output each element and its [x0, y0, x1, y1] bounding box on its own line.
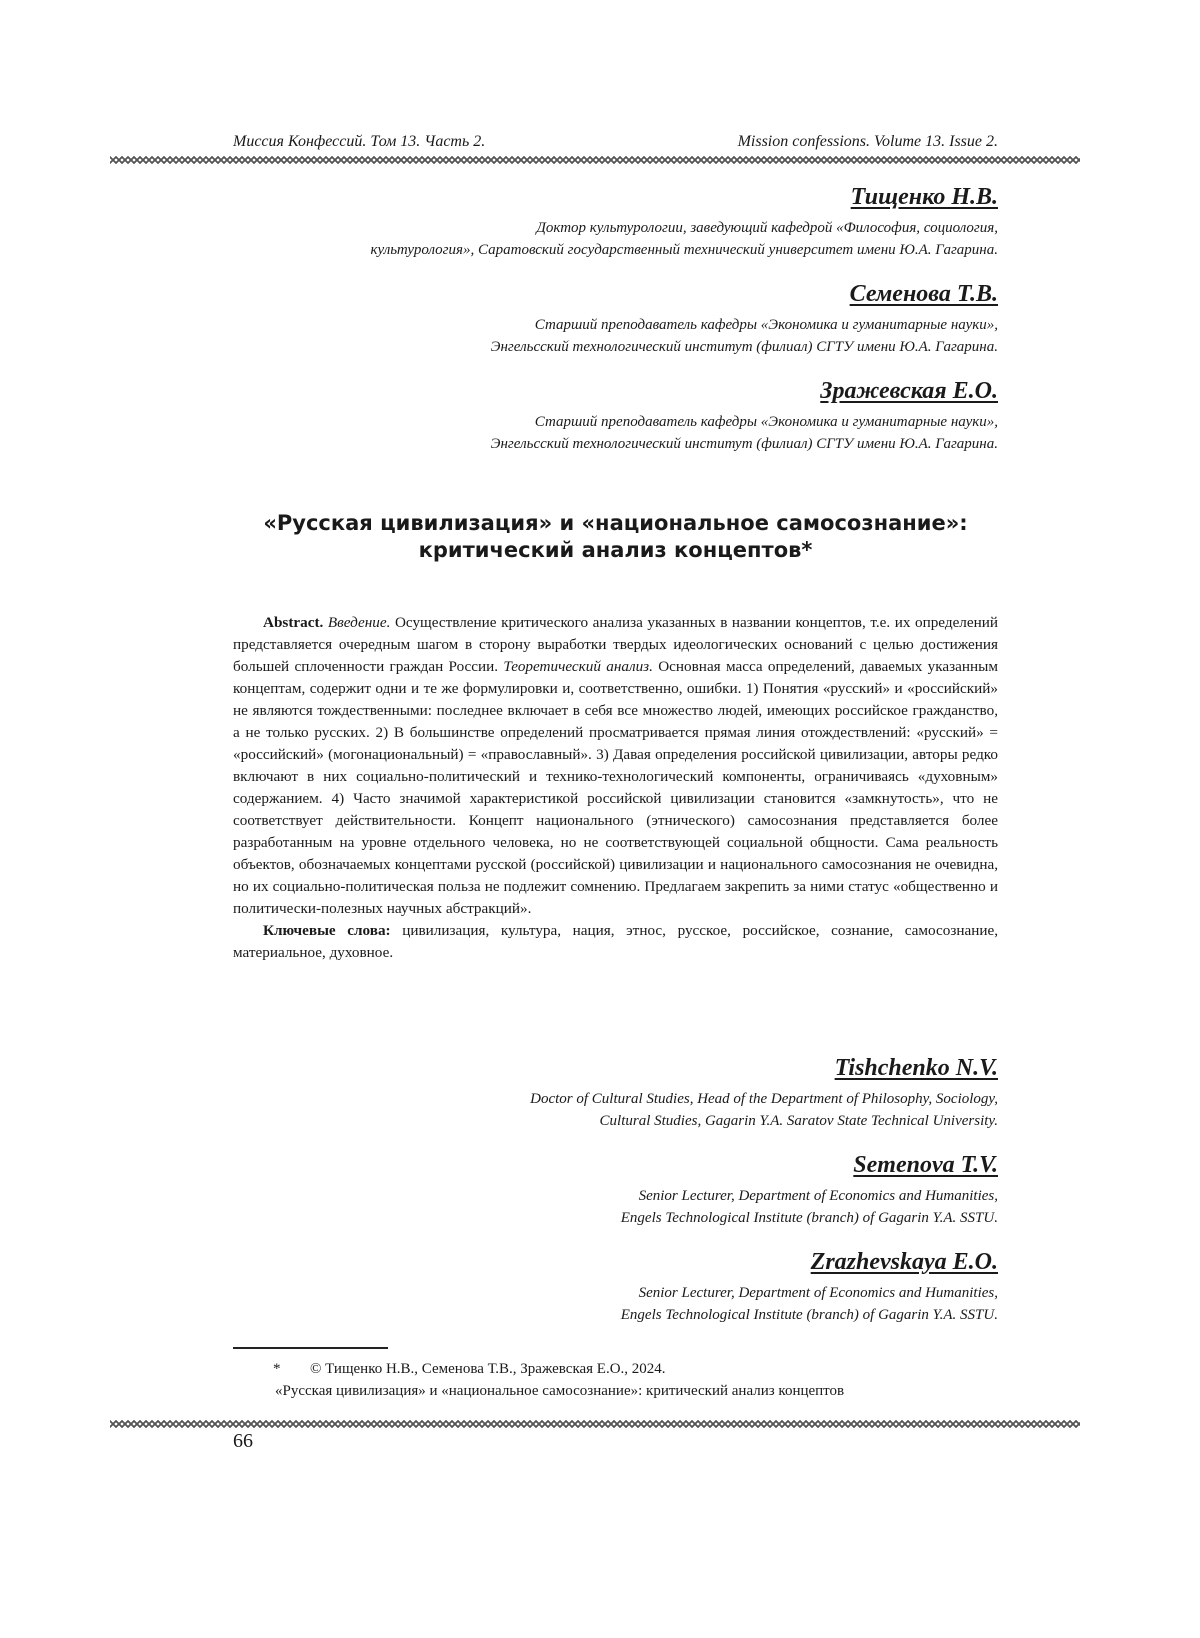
author-name: Tishchenko N.V.	[834, 1055, 998, 1081]
journal-header-ru: Миссия Конфессий. Том 13. Часть 2.	[233, 133, 486, 150]
keywords-label: Ключевые слова:	[263, 922, 391, 939]
author-affiliation-line: Senior Lecturer, Department of Economics and Humanities,	[638, 1188, 998, 1204]
abstract-block	[233, 612, 998, 964]
footnote	[275, 1358, 844, 1402]
author-zrazhevskaya-ru	[178, 378, 998, 455]
author-affiliation-line: Doctor of Cultural Studies, Head of the Department of Philosophy, Sociology,	[530, 1091, 998, 1107]
author-name: Semenova T.V.	[853, 1152, 998, 1178]
author-affiliation-line: Senior Lecturer, Department of Economics and Humanities,	[638, 1285, 998, 1301]
author-semenova-ru	[178, 281, 998, 358]
abstract-theory-label: Теоретический анализ.	[503, 658, 653, 675]
page-number: 66	[233, 1430, 253, 1452]
keywords-paragraph	[233, 920, 998, 964]
footnote-copyright: © Тищенко Н.В., Семенова Т.В., Зражевская Е.О., 2024.	[310, 1361, 666, 1377]
author-affiliation-line: Engels Technological Institute (branch) of Gagarin Y.A. SSTU.	[620, 1210, 998, 1226]
abstract-label: Abstract.	[263, 614, 324, 631]
authors-ru-block	[178, 184, 998, 475]
author-affiliation-line: Энгельсский технологический институт (филиал) СГТУ имени Ю.А. Гагарина.	[490, 436, 998, 452]
article-title-line-1: «Русская цивилизация» и «национальное самосознание»:	[263, 511, 968, 535]
author-name: Зражевская Е.О.	[820, 378, 998, 404]
author-name: Семенова Т.В.	[849, 281, 998, 307]
abstract-intro-label: Введение.	[327, 614, 391, 631]
author-affiliation-line: Engels Technological Institute (branch) of Gagarin Y.A. SSTU.	[620, 1307, 998, 1323]
abstract-intro-text: Осуществление критического анализа указанных в названии концептов, т.е. их определений представляется очередным шагом в сторону выработки твердых идеологических оснований с целью достижения большей сплоченности граждан России.	[233, 614, 999, 675]
journal-header-en: Mission confessions. Volume 13. Issue 2.	[737, 133, 998, 150]
keywords-text: цивилизация, культура, нация, этнос, русское, российское, сознание, самосознание, материальное, духовное.	[233, 922, 998, 961]
author-tishchenko-en	[178, 1055, 998, 1132]
author-name: Тищенко Н.В.	[850, 184, 998, 210]
author-affiliation-line: Старший преподаватель кафедры «Экономика и гуманитарные науки»,	[534, 317, 998, 333]
decorative-rule-top	[110, 156, 1080, 164]
footnote-mark: *	[273, 1361, 281, 1377]
author-affiliation-line: Старший преподаватель кафедры «Экономика и гуманитарные науки»,	[534, 414, 998, 430]
article-title-line-2: критический анализ концептов*	[418, 538, 813, 562]
abstract-theory-text: Основная масса определений, даваемых указанным концептам, содержит одни и те же формулировки и, соответственно, ошибки. 1) Понятия «русский» и «российский» не являются тождественными: последнее включает в себя все множество людей, имеющих российское гражданство, а не только русских. 2) В большинстве определений просматривается прямая линия отождествлений: «русский» = «российский» (могонациональный) = «православный». 3) Давая определения российской цивилизации, авторы редко включают в них социально-политический и технико-технологический компоненты, ограничиваясь «духовным» содержанием. 4) Часто значимой характеристикой российской цивилизации становится «замкнутость», что не соответствует действительности. Концепт национального (этнического) самосознания представляется более разработанным на уровне отдельного человека, но не соответствующей социальной общности. Сама реальность объектов, обозначаемых концептами русской (российской) цивилизации и национального самосознания не очевидна, но их социально-политическая польза не подлежит сомнению. Предлагаем закрепить за ними статус «общественно и политически-полезных научных абстракций».	[233, 658, 998, 917]
authors-en-block	[178, 1055, 998, 1346]
author-name: Zrazhevskaya E.O.	[810, 1249, 998, 1275]
abstract-paragraph	[233, 612, 998, 920]
author-affiliation-line: Cultural Studies, Gagarin Y.A. Saratov State Technical University.	[599, 1113, 998, 1129]
author-affiliation-line: Энгельсский технологический институт (филиал) СГТУ имени Ю.А. Гагарина.	[490, 339, 998, 355]
article-title	[233, 510, 998, 564]
author-affiliation-line: Доктор культурологии, заведующий кафедрой «Философия, социология,	[536, 220, 998, 236]
author-zrazhevskaya-en	[178, 1249, 998, 1326]
footnote-separator	[233, 1347, 388, 1349]
author-affiliation-line: культурология», Саратовский государственный технический университет имени Ю.А. Гагарина.	[370, 242, 998, 258]
author-semenova-en	[178, 1152, 998, 1229]
footnote-title: «Русская цивилизация» и «национальное самосознание»: критический анализ концептов	[275, 1383, 845, 1399]
decorative-rule-bottom	[110, 1420, 1080, 1428]
author-tishchenko-ru	[178, 184, 998, 261]
